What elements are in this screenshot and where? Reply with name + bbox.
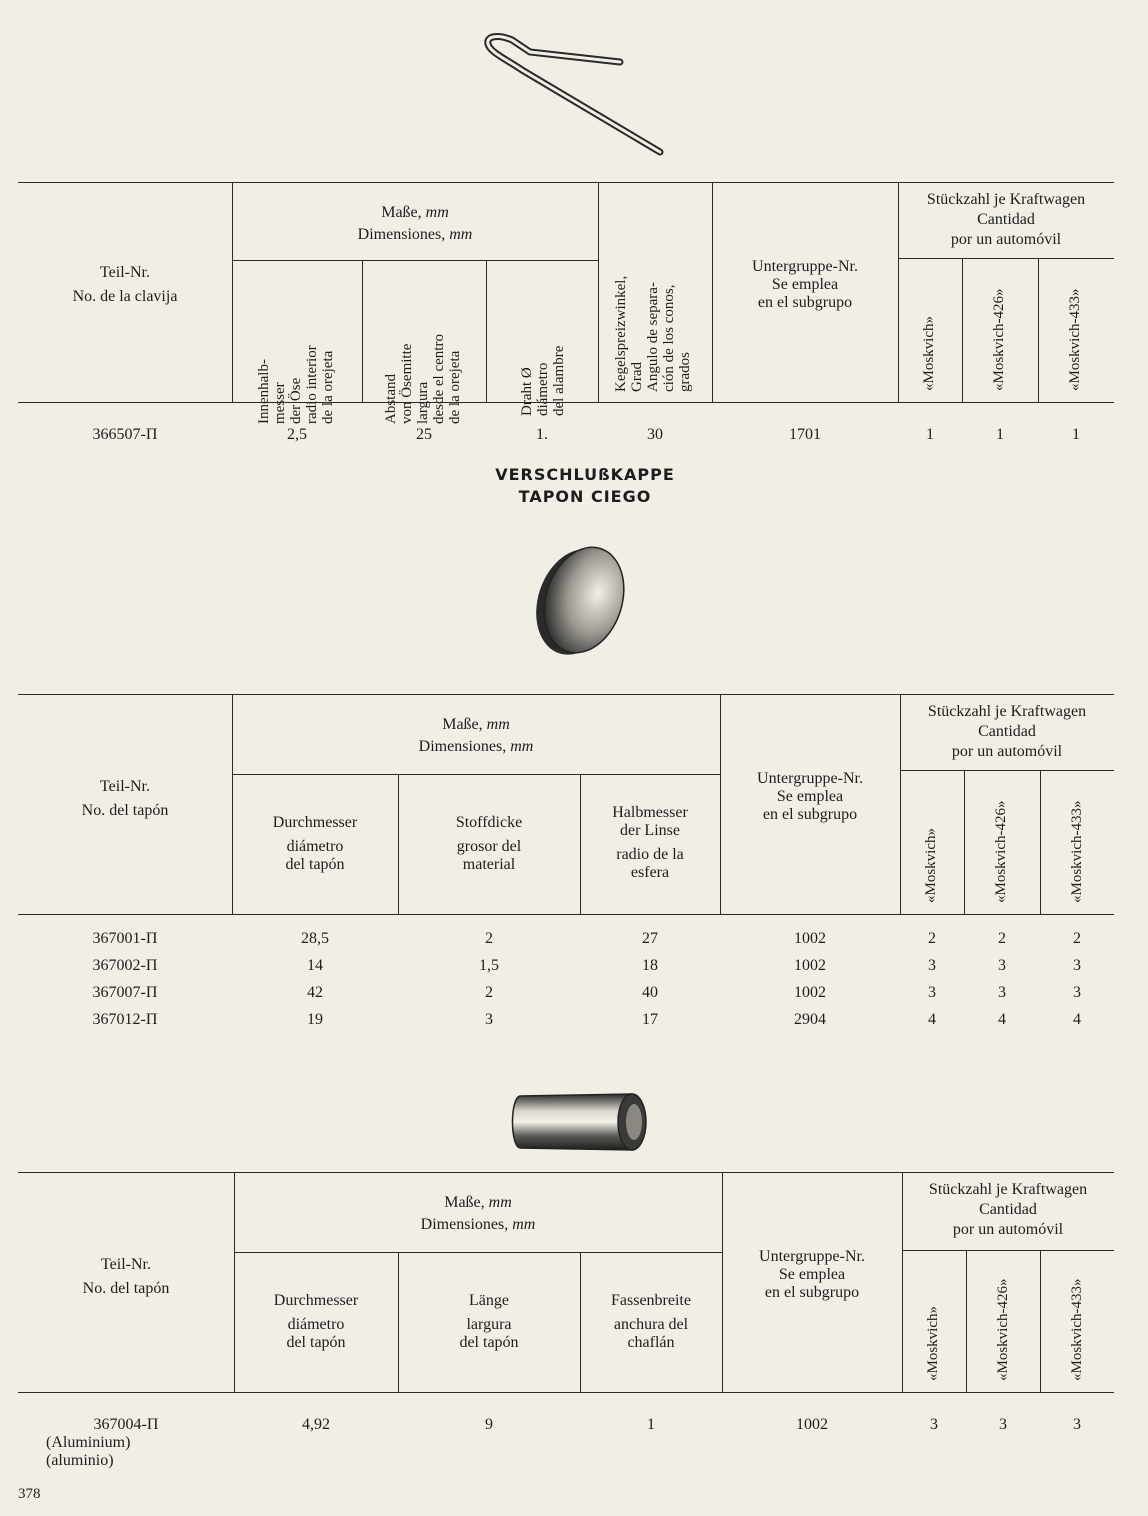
dimensions-header: Maße, mm Dimensiones, mm [357, 204, 473, 243]
table-cell-part: 367002-П [92, 957, 158, 974]
blind-cap-table [18, 694, 1114, 1034]
table-cell-c2: 2 [485, 984, 493, 1001]
section-title: VERSCHLUßKAPPE TAPON CIEGO [495, 465, 675, 506]
table-cell-subgroup: 1002 [794, 984, 826, 1001]
table-cell-c1: 28,5 [301, 930, 329, 947]
model-moskvich-header: «Moskvich» [921, 316, 937, 391]
table-cell-c3: 27 [642, 930, 658, 947]
length-header: Länge largura del tapón [459, 1292, 519, 1351]
model-moskvich-header: «Moskvich» [923, 828, 939, 903]
quantity-header: Stückzahl je Kraftwagen Cantidad por un automóvil [926, 191, 1086, 248]
clevis-pin-table: Teil-Nr. No. de la clavija Maße, mm Dimensiones, mm Innenhalb- messer der Öse radio interior de la orejeta Abstand von Ösemitte largura desde el centro de la orejeta Draht Ø diámetro del alambre Kegelspreizwinkel, Grad Angulo de separa- ción de los conos, grados Untergruppe-Nr. Se emplea en el subgrupo Stückzahl je Kraftwagen Cantidad por un automóvil «Moskvich» «Moskvich-426» «Moskvich-433» 366507-П 2,5 25 1. 30 1701 1 1 1 [18, 182, 1114, 452]
model-moskvich-433-header: «Moskvich-433» [1067, 288, 1083, 391]
table-cell-c3: 40 [642, 984, 658, 1001]
table-cell-q2: 3 [998, 984, 1006, 1001]
model-moskvich-header: «Moskvich» [925, 1306, 941, 1381]
blind-cap-illustration [528, 542, 638, 662]
table-cell-q1: 3 [928, 984, 936, 1001]
cylinder-plug-illustration [508, 1088, 658, 1158]
model-moskvich-426-header: «Moskvich-426» [993, 800, 1009, 903]
wire-diameter-header: Draht Ø diámetro del alambre [519, 345, 567, 416]
diameter-header: Durchmesser diámetro del tapón [272, 814, 358, 873]
dimensions-header: Maße, mm Dimensiones, mm [420, 1194, 536, 1233]
table-cell-c3: 17 [642, 1011, 658, 1028]
chamfer-width-header: Fassenbreite anchura del chaflán [611, 1292, 691, 1351]
table-cell-part: 367012-П [92, 1011, 158, 1028]
page-number: 378 [18, 1486, 41, 1502]
table-cell-part: 367007-П [92, 984, 158, 1001]
table-cell-c1: 42 [307, 984, 323, 1001]
model-moskvich-426-header: «Moskvich-426» [995, 1278, 1011, 1381]
subgroup-header: Untergruppe-Nr. Se emplea en el subgrupo [759, 1248, 865, 1301]
table-cell-q3: 2 [1073, 930, 1081, 947]
dimensions-header: Maße, mm Dimensiones, mm [418, 716, 534, 755]
quantity-header: Stückzahl je Kraftwagen Cantidad por un automóvil [928, 1181, 1088, 1238]
part-number-header: Teil-Nr. No. de la clavija [72, 264, 178, 305]
table-cell-subgroup: 1002 [794, 930, 826, 947]
table-cell-q2: 2 [998, 930, 1006, 947]
distance-header: Abstand von Ösemitte largura desde el centro de la orejeta [383, 334, 463, 424]
table-cell-part: 367001-П [92, 930, 158, 947]
table-cell-q1: 2 [928, 930, 936, 947]
table-cell-q2: 4 [998, 1011, 1006, 1028]
table-cell-c2: 2 [485, 930, 493, 947]
model-moskvich-433-header: «Moskvich-433» [1069, 800, 1085, 903]
cone-angle-header: Kegelspreizwinkel, Grad Angulo de separa- ción de los conos, grados [613, 275, 693, 392]
inner-radius-header: Innenhalb- messer der Öse radio interior de la orejeta [256, 345, 336, 424]
subgroup-header: Untergruppe-Nr. Se emplea en el subgrupo [757, 770, 863, 823]
table-cell-subgroup: 2904 [794, 1011, 826, 1028]
thickness-header: Stoffdicke grosor del material [455, 814, 523, 873]
table-cell-c1: 19 [307, 1011, 323, 1028]
table-cell-q1: 4 [928, 1011, 936, 1028]
table-cell-subgroup: 1002 [794, 957, 826, 974]
table-cell-c2: 3 [485, 1011, 493, 1028]
table-cell-q3: 3 [1073, 957, 1081, 974]
table-cell-c2: 1,5 [479, 957, 499, 974]
cotter-pin-illustration [460, 30, 680, 170]
table-cell-q3: 4 [1073, 1011, 1081, 1028]
model-moskvich-433-header: «Moskvich-433» [1069, 1278, 1085, 1381]
table-cell-c1: 14 [307, 957, 323, 974]
quantity-header: Stückzahl je Kraftwagen Cantidad por un automóvil [927, 703, 1087, 760]
table-cell-q2: 3 [998, 957, 1006, 974]
subgroup-header: Untergruppe-Nr. Se emplea en el subgrupo [752, 258, 858, 311]
model-moskvich-426-header: «Moskvich-426» [991, 288, 1007, 391]
table-cell-c3: 18 [642, 957, 658, 974]
diameter-header: Durchmesser diámetro del tapón [273, 1292, 359, 1351]
cylinder-plug-table: Teil-Nr. No. del tapón Maße, mm Dimensiones, mm Durchmesser diámetro del tapón Länge largura del tapón Fassenbreite anchura del chaflán Untergruppe-Nr. Se emplea en el subgrupo Stückzahl je Kraftwagen Cantidad por un automóvil «Moskvich» «Moskvich-426» «Moskvich-433» 367004-П (Aluminium) (aluminio) 4,92 9 1 1002 3 3 3 [18, 1172, 1114, 1482]
part-number-header: Teil-Nr. No. del tapón [82, 1256, 170, 1297]
part-number-header: Teil-Nr. No. del tapón [81, 778, 169, 819]
lens-radius-header: Halbmesser der Linse radio de la esfera [612, 804, 688, 881]
table-cell-q1: 3 [928, 957, 936, 974]
table-cell-q3: 3 [1073, 984, 1081, 1001]
